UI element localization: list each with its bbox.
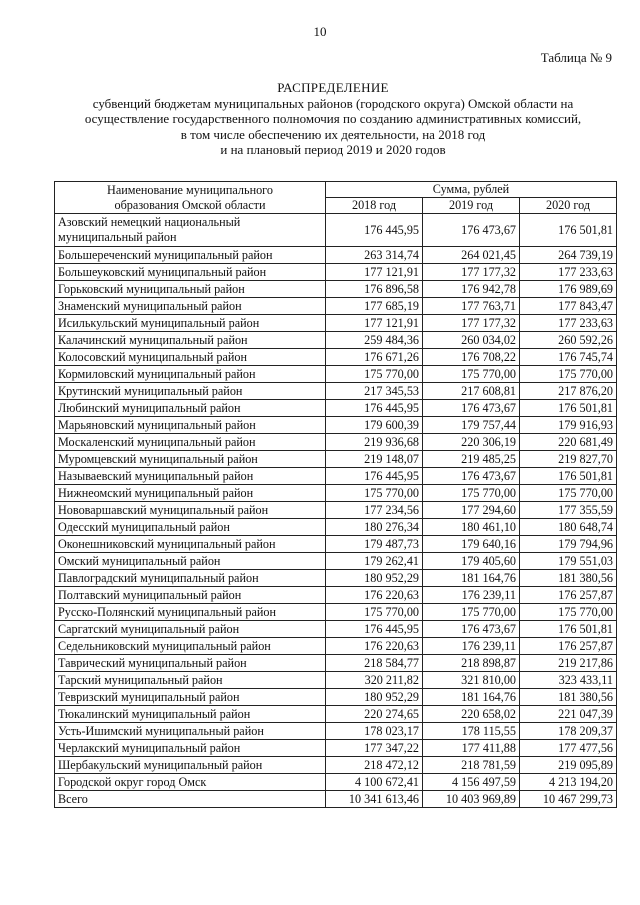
- value-2018-cell: 180 276,34: [326, 519, 423, 536]
- municipality-cell: Всего: [55, 791, 326, 808]
- column-header-sum: Сумма, рублей: [326, 182, 617, 198]
- value-2019-cell: 181 164,76: [423, 689, 520, 706]
- value-2020-cell: 176 501,81: [520, 468, 617, 485]
- value-2018-cell: 220 274,65: [326, 706, 423, 723]
- table-row: [55, 655, 617, 672]
- value-2019-cell: 220 306,19: [423, 434, 520, 451]
- value-2018-cell: 177 234,56: [326, 502, 423, 519]
- table-row: [55, 621, 617, 638]
- value-2018-cell: 217 345,53: [326, 383, 423, 400]
- table-row: [55, 264, 617, 281]
- table-row: [55, 757, 617, 774]
- value-2020-cell: 176 257,87: [520, 638, 617, 655]
- municipality-cell: Большеуковский муниципальный район: [55, 264, 326, 281]
- value-2019-cell: 176 708,22: [423, 349, 520, 366]
- value-2018-cell: 176 445,95: [326, 468, 423, 485]
- value-2020-cell: 221 047,39: [520, 706, 617, 723]
- municipality-cell: Муромцевский муниципальный район: [55, 451, 326, 468]
- municipality-cell: Полтавский муниципальный район: [55, 587, 326, 604]
- document-heading: [50, 80, 616, 158]
- value-2018-cell: 177 347,22: [326, 740, 423, 757]
- value-2018-cell: 175 770,00: [326, 604, 423, 621]
- value-2019-cell: 176 473,67: [423, 621, 520, 638]
- value-2019-cell: 176 239,11: [423, 638, 520, 655]
- value-2018-cell: 177 121,91: [326, 315, 423, 332]
- page-number: 10: [313, 24, 327, 39]
- municipality-cell: Нововаршавский муниципальный район: [55, 502, 326, 519]
- column-header-2019: 2019 год: [423, 198, 520, 214]
- municipality-cell: Павлоградский муниципальный район: [55, 570, 326, 587]
- value-2019-cell: 179 640,16: [423, 536, 520, 553]
- value-2019-cell: 260 034,02: [423, 332, 520, 349]
- value-2019-cell: 177 411,88: [423, 740, 520, 757]
- table-row: [55, 689, 617, 706]
- table-row: [55, 485, 617, 502]
- value-2020-cell: 181 380,56: [520, 689, 617, 706]
- municipality-cell: Калачинский муниципальный район: [55, 332, 326, 349]
- value-2019-cell: 176 239,11: [423, 587, 520, 604]
- municipality-cell: Крутинский муниципальный район: [55, 383, 326, 400]
- municipality-cell: Знаменский муниципальный район: [55, 298, 326, 315]
- table-row: [55, 740, 617, 757]
- value-2019-cell: 179 405,60: [423, 553, 520, 570]
- municipality-cell: Оконешниковский муниципальный район: [55, 536, 326, 553]
- table-row: [55, 417, 617, 434]
- value-2019-cell: 177 177,32: [423, 315, 520, 332]
- table-row: [55, 332, 617, 349]
- table-row: [55, 468, 617, 485]
- municipality-cell: Колосовский муниципальный район: [55, 349, 326, 366]
- value-2018-cell: 219 148,07: [326, 451, 423, 468]
- value-2020-cell: 176 501,81: [520, 400, 617, 417]
- value-2020-cell: 175 770,00: [520, 604, 617, 621]
- value-2019-cell: 10 403 969,89: [423, 791, 520, 808]
- table-row: [55, 587, 617, 604]
- value-2019-cell: 181 164,76: [423, 570, 520, 587]
- value-2018-cell: 179 600,39: [326, 417, 423, 434]
- value-2020-cell: 176 501,81: [520, 621, 617, 638]
- value-2020-cell: 323 433,11: [520, 672, 617, 689]
- table-row: [55, 451, 617, 468]
- municipality-cell: Саргатский муниципальный район: [55, 621, 326, 638]
- value-2020-cell: 175 770,00: [520, 366, 617, 383]
- municipality-cell: Шербакульский муниципальный район: [55, 757, 326, 774]
- value-2018-cell: 218 584,77: [326, 655, 423, 672]
- municipality-cell: Седельниковский муниципальный район: [55, 638, 326, 655]
- value-2019-cell: 176 942,78: [423, 281, 520, 298]
- value-2020-cell: 264 739,19: [520, 247, 617, 264]
- value-2019-cell: 179 757,44: [423, 417, 520, 434]
- municipality-cell: Городской округ город Омск: [55, 774, 326, 791]
- value-2019-cell: 176 473,67: [423, 468, 520, 485]
- value-2019-cell: 177 294,60: [423, 502, 520, 519]
- table-row: [55, 638, 617, 655]
- value-2020-cell: 10 467 299,73: [520, 791, 617, 808]
- value-2018-cell: 4 100 672,41: [326, 774, 423, 791]
- value-2020-cell: 177 843,47: [520, 298, 617, 315]
- table-row: [55, 434, 617, 451]
- table-row: [55, 298, 617, 315]
- value-2018-cell: 218 472,12: [326, 757, 423, 774]
- table-row: [55, 723, 617, 740]
- value-2019-cell: 218 898,87: [423, 655, 520, 672]
- value-2018-cell: 176 671,26: [326, 349, 423, 366]
- value-2020-cell: 219 217,86: [520, 655, 617, 672]
- table-row: [55, 383, 617, 400]
- municipality-cell: Омский муниципальный район: [55, 553, 326, 570]
- value-2018-cell: 179 487,73: [326, 536, 423, 553]
- municipality-cell: Усть-Ишимский муниципальный район: [55, 723, 326, 740]
- value-2018-cell: 177 685,19: [326, 298, 423, 315]
- value-2020-cell: 4 213 194,20: [520, 774, 617, 791]
- municipality-cell: Большереченский муниципальный район: [55, 247, 326, 264]
- table-row: [55, 774, 617, 791]
- table-row: [55, 519, 617, 536]
- table-body: [55, 214, 617, 808]
- municipality-cell: Тевризский муниципальный район: [55, 689, 326, 706]
- value-2020-cell: 179 916,93: [520, 417, 617, 434]
- table-row: [55, 706, 617, 723]
- column-header-line: образования Омской области: [114, 197, 266, 212]
- column-header-municipality: [55, 182, 326, 214]
- municipality-cell: Одесский муниципальный район: [55, 519, 326, 536]
- table-row: [55, 553, 617, 570]
- heading-title: РАСПРЕДЕЛЕНИЕ: [277, 80, 389, 95]
- municipality-cell: Любинский муниципальный район: [55, 400, 326, 417]
- value-2020-cell: 177 477,56: [520, 740, 617, 757]
- value-2019-cell: 217 608,81: [423, 383, 520, 400]
- value-2020-cell: 179 551,03: [520, 553, 617, 570]
- value-2020-cell: 219 095,89: [520, 757, 617, 774]
- value-2020-cell: 175 770,00: [520, 485, 617, 502]
- distribution-table: [54, 181, 617, 808]
- municipality-cell: Москаленский муниципальный район: [55, 434, 326, 451]
- value-2019-cell: 175 770,00: [423, 604, 520, 621]
- table-row: [55, 214, 617, 247]
- value-2018-cell: 177 121,91: [326, 264, 423, 281]
- table-row: [55, 315, 617, 332]
- value-2020-cell: 178 209,37: [520, 723, 617, 740]
- value-2018-cell: 175 770,00: [326, 366, 423, 383]
- value-2020-cell: 176 745,74: [520, 349, 617, 366]
- value-2018-cell: 176 445,95: [326, 621, 423, 638]
- value-2019-cell: 175 770,00: [423, 485, 520, 502]
- value-2020-cell: 220 681,49: [520, 434, 617, 451]
- value-2018-cell: 320 211,82: [326, 672, 423, 689]
- value-2018-cell: 178 023,17: [326, 723, 423, 740]
- value-2020-cell: 179 794,96: [520, 536, 617, 553]
- value-2019-cell: 218 781,59: [423, 757, 520, 774]
- table-row: [55, 247, 617, 264]
- column-header-2020: 2020 год: [520, 198, 617, 214]
- table-label: Таблица № 9: [540, 50, 612, 65]
- value-2018-cell: 179 262,41: [326, 553, 423, 570]
- municipality-cell: Марьяновский муниципальный район: [55, 417, 326, 434]
- value-2019-cell: 321 810,00: [423, 672, 520, 689]
- table-row: [55, 604, 617, 621]
- value-2020-cell: 176 257,87: [520, 587, 617, 604]
- value-2018-cell: 176 445,95: [326, 214, 423, 247]
- value-2019-cell: 220 658,02: [423, 706, 520, 723]
- value-2020-cell: 260 592,26: [520, 332, 617, 349]
- value-2020-cell: 181 380,56: [520, 570, 617, 587]
- municipality-cell: Исилькульский муниципальный район: [55, 315, 326, 332]
- table-row: [55, 536, 617, 553]
- municipality-cell: Горьковский муниципальный район: [55, 281, 326, 298]
- value-2019-cell: 177 177,32: [423, 264, 520, 281]
- value-2018-cell: 175 770,00: [326, 485, 423, 502]
- table-row: [55, 400, 617, 417]
- value-2019-cell: 4 156 497,59: [423, 774, 520, 791]
- value-2019-cell: 180 461,10: [423, 519, 520, 536]
- value-2020-cell: 180 648,74: [520, 519, 617, 536]
- table-row: [55, 570, 617, 587]
- heading-line: и на плановый период 2019 и 2020 годов: [220, 142, 446, 157]
- value-2020-cell: 176 501,81: [520, 214, 617, 247]
- value-2020-cell: 219 827,70: [520, 451, 617, 468]
- value-2018-cell: 176 896,58: [326, 281, 423, 298]
- municipality-cell: Называевский муниципальный район: [55, 468, 326, 485]
- municipality-cell: Тюкалинский муниципальный район: [55, 706, 326, 723]
- value-2020-cell: 176 989,69: [520, 281, 617, 298]
- value-2018-cell: 176 220,63: [326, 638, 423, 655]
- value-2019-cell: 177 763,71: [423, 298, 520, 315]
- heading-line: осуществление государственного полномочия по созданию административных комиссий,: [84, 111, 582, 126]
- table-row: [55, 502, 617, 519]
- column-header-line: Наименование муниципального: [107, 182, 273, 197]
- value-2019-cell: 175 770,00: [423, 366, 520, 383]
- municipality-cell: Тарский муниципальный район: [55, 672, 326, 689]
- municipality-cell: Нижнеомский муниципальный район: [55, 485, 326, 502]
- table-row: [55, 281, 617, 298]
- value-2018-cell: 263 314,74: [326, 247, 423, 264]
- value-2018-cell: 219 936,68: [326, 434, 423, 451]
- value-2019-cell: 178 115,55: [423, 723, 520, 740]
- municipality-cell: Азовский немецкий национальный муниципальный район: [55, 214, 326, 247]
- heading-line: в том числе обеспечению их деятельности, на 2018 год: [180, 126, 486, 142]
- municipality-cell: Таврический муниципальный район: [55, 655, 326, 672]
- value-2020-cell: 177 233,63: [520, 315, 617, 332]
- value-2018-cell: 180 952,29: [326, 570, 423, 587]
- table-row: [55, 791, 617, 808]
- table-row: [55, 366, 617, 383]
- value-2018-cell: 259 484,36: [326, 332, 423, 349]
- value-2020-cell: 177 233,63: [520, 264, 617, 281]
- value-2020-cell: 217 876,20: [520, 383, 617, 400]
- value-2018-cell: 10 341 613,46: [326, 791, 423, 808]
- value-2018-cell: 176 445,95: [326, 400, 423, 417]
- table-row: [55, 672, 617, 689]
- value-2020-cell: 177 355,59: [520, 502, 617, 519]
- municipality-cell: Русско-Полянский муниципальный район: [55, 604, 326, 621]
- column-header-2018: 2018 год: [326, 198, 423, 214]
- table-row: [55, 349, 617, 366]
- value-2019-cell: 219 485,25: [423, 451, 520, 468]
- value-2018-cell: 180 952,29: [326, 689, 423, 706]
- value-2019-cell: 176 473,67: [423, 214, 520, 247]
- municipality-cell: Черлакский муниципальный район: [55, 740, 326, 757]
- value-2018-cell: 176 220,63: [326, 587, 423, 604]
- value-2019-cell: 176 473,67: [423, 400, 520, 417]
- municipality-cell: Кормиловский муниципальный район: [55, 366, 326, 383]
- heading-line: субвенций бюджетам муниципальных районов (городского округа) Омской области на: [92, 95, 574, 111]
- value-2019-cell: 264 021,45: [423, 247, 520, 264]
